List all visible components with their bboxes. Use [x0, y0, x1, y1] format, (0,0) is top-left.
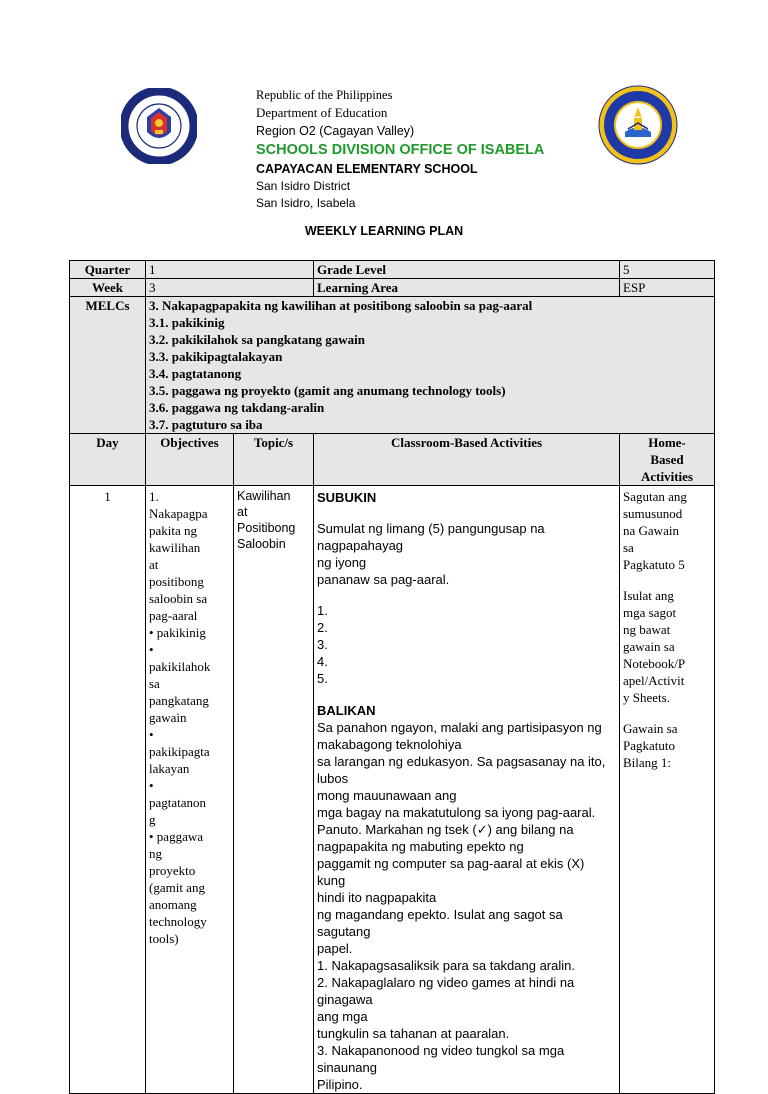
week-label: Week [70, 279, 146, 297]
column-header-row [70, 434, 715, 486]
answer-line: 1. [317, 603, 328, 618]
grade-level-value: 5 [620, 261, 715, 279]
answer-line: 3. [317, 637, 328, 652]
document-title: WEEKLY LEARNING PLAN [304, 224, 464, 238]
home-activities-header: Home- Based Activities [620, 434, 715, 486]
melc-item: 3.6. paggawa ng takdang-aralin [149, 400, 325, 415]
classroom-activities-header: Classroom-Based Activities [314, 434, 620, 486]
melcs-label: MELCs [70, 297, 146, 434]
grade-level-label: Grade Level [314, 261, 620, 279]
melc-item: 3.1. pakikinig [149, 315, 225, 330]
topics-cell: Kawilihan at Positibong Saloobin [234, 486, 314, 1094]
topics-header: Topic/s [234, 434, 314, 486]
melc-item: 3.4. pagtatanong [149, 366, 242, 381]
document-header [0, 0, 768, 220]
deped-line: Department of Education [256, 105, 388, 120]
day-number: 1 [70, 486, 146, 1094]
melc-item: 3.5. paggawa ng proyekto (gamit ang anumang technology tools) [149, 383, 506, 398]
melc-item: 3. Nakapagpapakita ng kawilihan at positibong saloobin sa pag-aaral [149, 298, 533, 313]
answer-line: 5. [317, 671, 328, 686]
melc-item: 3.3. pakikipagtalakayan [149, 349, 283, 364]
district-line: San Isidro District [256, 179, 351, 193]
melc-item: 3.7. pagtuturo sa iba [149, 417, 263, 432]
week-value: 3 [146, 279, 314, 297]
division-office-line: SCHOOLS DIVISION OFFICE OF ISABELA [256, 142, 545, 158]
classroom-activities-cell: SUBUKIN Sumulat ng limang (5) pangungusap na nagpapahayag ng iyong pananaw sa pag-aaral. 1. 2. 3. 4. 5. BALIKAN Sa panahon ngayon, malaki ang partisipasyon ng makabagong teknolohiya sa larangan ng edukasyon. Sa pagsasanay na ito, lubos mong mauunawaan ang mga bagay na makatutulong sa iyong pag-aaral. Panuto. Markahan ng tsek (✓) ang bilang na nagpapakita ng mabuting epekto ng paggamit ng computer sa pag-aaral at ekis (X) kung hindi ito nagpapakita ng magandang epekto. Isulat ang sagot sa sagutang papel. 1. Nakapagsasaliksik para sa takdang aralin. 2. Nakapaglalaro ng video games at hindi na ginagawa ang mga tungkulin sa tahanan at paaralan. 3. Nakapanonood ng video tungkol sa mga sinaunang Pilipino. [314, 486, 620, 1094]
balikan-heading: BALIKAN [317, 703, 376, 718]
melcs-list [146, 297, 715, 434]
school-name-line: CAPAYACAN ELEMENTARY SCHOOL [256, 162, 478, 176]
melc-item: 3.2. pakikilahok sa pangkatang gawain [149, 332, 366, 347]
answer-line: 4. [317, 654, 328, 669]
address-line: San Isidro, Isabela [256, 196, 356, 210]
melcs-row [70, 297, 715, 434]
school-seal-logo [598, 85, 678, 165]
learning-area-value: ESP [620, 279, 715, 297]
deped-seal-logo [121, 88, 197, 164]
quarter-row [70, 261, 715, 279]
subukin-instruction: Sumulat ng limang (5) pangungusap na nagpapahayag [317, 521, 545, 553]
subukin-heading: SUBUKIN [317, 490, 377, 505]
week-row [70, 279, 715, 297]
header-text-block [256, 86, 544, 212]
region-line: Region O2 (Cagayan Valley) [256, 124, 415, 138]
quarter-value: 1 [146, 261, 314, 279]
answer-line: 2. [317, 620, 328, 635]
republic-line: Republic of the Philippines [256, 88, 393, 102]
objectives-header: Objectives [146, 434, 234, 486]
day-header: Day [70, 434, 146, 486]
weekly-learning-plan-table [69, 260, 715, 1094]
objectives-cell: 1. Nakapagpa pakita ng kawilihan at positibong saloobin sa pag-aaral • pakikinig • pakikilahok sa pangkatang gawain • pakikipagta lakayan • pagtatanon g • paggawa ng proyekto (gamit ang anomang technology tools) [146, 486, 234, 1094]
quarter-label: Quarter [70, 261, 146, 279]
day-1-row [70, 486, 715, 1094]
home-activities-cell: Sagutan ang sumusunod na Gawain sa Pagkatuto 5 Isulat ang mga sagot ng bawat gawain sa Notebook/P apel/Activit y Sheets. Gawain sa Pagkatuto Bilang 1: [620, 486, 715, 1094]
learning-area-label: Learning Area [314, 279, 620, 297]
